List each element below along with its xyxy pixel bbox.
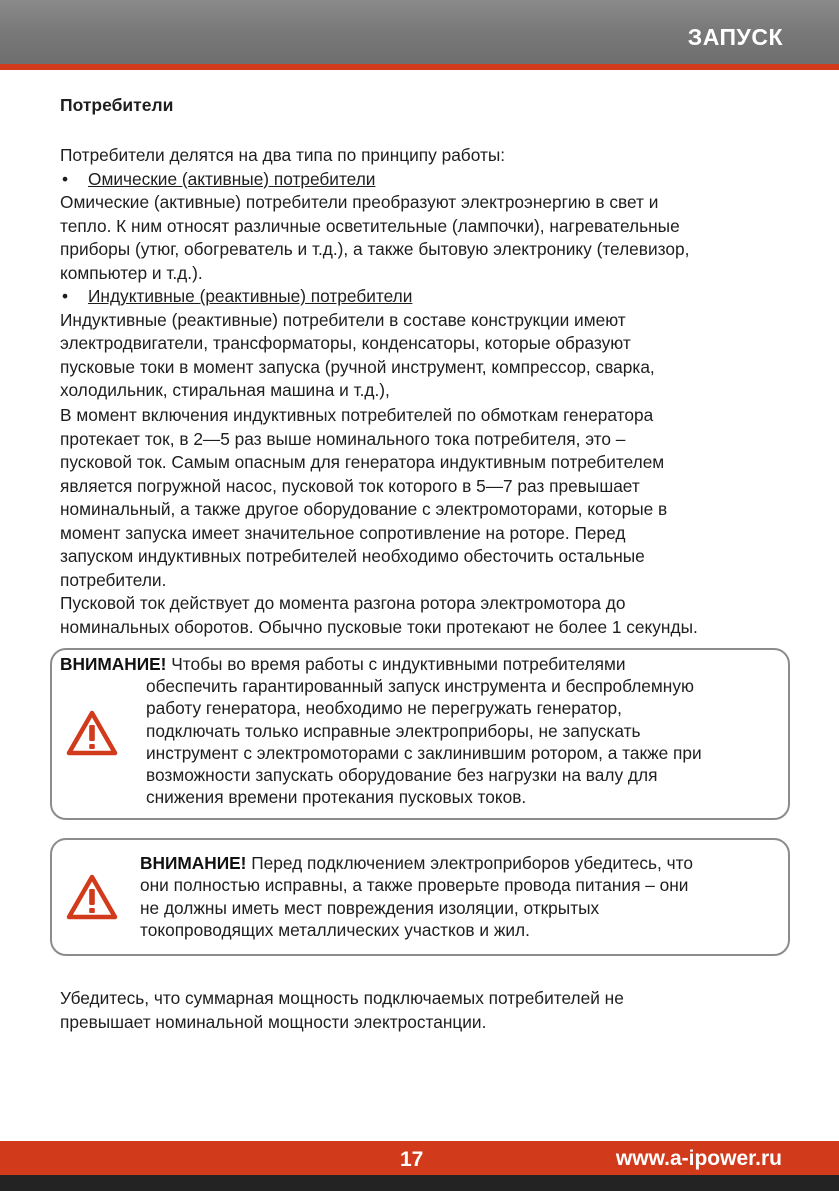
warning-label: ВНИМАНИЕ! <box>60 654 167 674</box>
text-line: В момент включения индуктивных потребителей по обмоткам генератора <box>60 405 654 425</box>
page-number: 17 <box>400 1148 424 1171</box>
bullet-item-ohmic <box>60 168 790 192</box>
text-line: токопроводящих металлических участков и жил. <box>140 919 530 940</box>
text-line: потребители. <box>60 569 167 590</box>
text-line: пусковой ток. Самым опасным для генератора индуктивным потребителем <box>60 452 665 472</box>
text-line: превышает номинальной мощности электростанции. <box>60 1011 487 1032</box>
bullet-icon: • <box>62 168 69 189</box>
bullet-label: Омические (активные) потребители <box>88 168 376 189</box>
warning-triangle-icon <box>66 710 118 756</box>
text-line: подключать только исправные электроприборы, не запускать <box>146 720 641 741</box>
text-line: компьютер и т.д.). <box>60 262 203 283</box>
intro-line: Потребители делятся на два типа по принципу работы: <box>60 145 506 165</box>
consumers-text-block <box>60 144 790 403</box>
bullet-item-inductive <box>60 285 790 309</box>
page-heading: Потребители <box>60 95 174 115</box>
text-line: номинальных оборотов. Обычно пусковые токи протекают не более 1 секунды. <box>60 616 698 637</box>
text-line: приборы (утюг, обогреватель и т.д.), а также бытовую электронику (телевизор, <box>60 239 690 259</box>
warning-first-line <box>60 653 788 675</box>
text-line: они полностью исправны, а также проверьте провода питания – они <box>140 875 689 896</box>
text-line: возможности запускать оборудование без нагрузки на валу для <box>146 765 658 786</box>
bullet-icon: • <box>62 286 69 306</box>
text-line: холодильник, стиральная машина и т.д.), <box>60 380 390 400</box>
text-line: запуском индуктивных потребителей необходимо обесточить остальные <box>60 546 645 566</box>
warning-box-1 <box>50 648 790 820</box>
inductive-description <box>60 309 790 403</box>
footer-bottom-strip <box>0 1175 839 1191</box>
warning-label: ВНИМАНИЕ! <box>140 853 247 873</box>
header-accent-line <box>0 64 839 70</box>
warning-text: Чтобы во время работы с индуктивными потребителями <box>166 654 626 674</box>
warning-first-line <box>140 852 786 874</box>
text-line: номинальный, а также другое оборудование с электромоторами, которые в <box>60 499 668 519</box>
website-link[interactable]: www.a-ipower.ru <box>615 1147 782 1170</box>
text-line: не должны иметь мест повреждения изоляции, открытых <box>140 897 600 918</box>
text-line: Пусковой ток действует до момента разгона ротора электромотора до <box>60 593 626 613</box>
text-line: Индуктивные (реактивные) потребители в составе конструкции имеют <box>60 309 626 330</box>
text-line: работу генератора, необходимо не перегружать генератор, <box>146 698 622 719</box>
warning-triangle-icon <box>66 874 118 920</box>
bullet-label: Индуктивные (реактивные) потребители <box>88 286 413 306</box>
warning-body <box>146 675 786 809</box>
text-line: инструмент с электромоторами с заклинившим ротором, а также при <box>146 742 702 763</box>
warning-body <box>140 852 786 941</box>
text-line: электродвигатели, трансформаторы, конденсаторы, которые образуют <box>60 333 631 353</box>
text-line: протекает ток, в 2—5 раз выше номинального тока потребителя, это – <box>60 428 626 449</box>
text-line: является погружной насос, пусковой ток которого в 5—7 раз превышает <box>60 475 640 496</box>
text-line: пусковые токи в момент запуска (ручной инструмент, компрессор, сварка, <box>60 356 655 377</box>
text-line: Убедитесь, что суммарная мощность подключаемых потребителей не <box>60 988 624 1008</box>
warning-text: Перед подключением электроприборов убедитесь, что <box>246 853 693 873</box>
text-line: Омические (активные) потребители преобразуют электроэнергию в свет и <box>60 192 659 212</box>
starting-current-paragraph <box>60 404 790 639</box>
section-title: ЗАПУСК <box>687 24 783 50</box>
closing-paragraph <box>60 987 790 1034</box>
text-line: обеспечить гарантированный запуск инструмента и беспроблемную <box>146 676 694 696</box>
text-line: момент запуска имеет значительное сопротивление на роторе. Перед <box>60 522 626 543</box>
text-line: снижения времени протекания пусковых токов. <box>146 787 527 808</box>
ohmic-description <box>60 191 790 285</box>
page-header <box>0 0 839 64</box>
text-line: тепло. К ним относят различные осветительные (лампочки), нагревательные <box>60 215 680 236</box>
warning-box-2 <box>50 838 790 956</box>
